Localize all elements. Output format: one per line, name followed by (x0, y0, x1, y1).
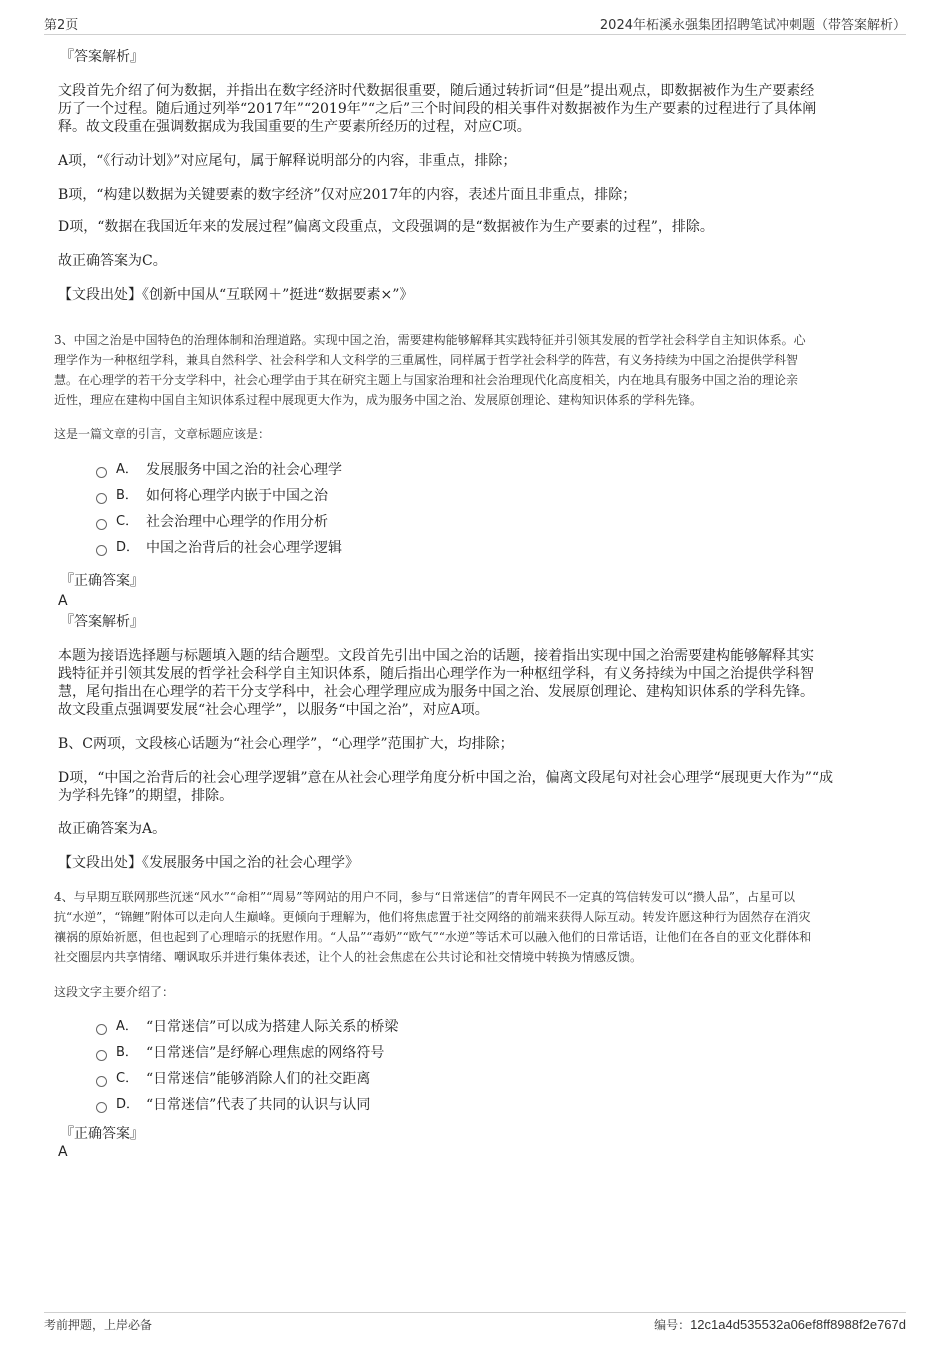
footer-slogan: 考前押题，上岸必备 (44, 1318, 153, 1332)
q4-option-a[interactable]: A． “日常迷信”可以成为搭建人际关系的桥梁 (96, 1017, 398, 1037)
radio-icon[interactable] (96, 1024, 107, 1035)
radio-icon[interactable] (96, 1076, 107, 1087)
q3-analysis-line-4: 故文段重点强调要发展“社会心理学”，以服务“中国之治”，对应A项。 (58, 702, 489, 718)
q2-analysis-label: 『答案解析』 (60, 49, 144, 65)
page-header (44, 12, 906, 35)
q3-prompt: 这是一篇文章的引言，文章标题应该是： (54, 427, 271, 441)
q3-analysis-label: 『答案解析』 (60, 614, 144, 630)
radio-icon[interactable] (96, 1050, 107, 1061)
q2-item-a: A项，“《行动计划》”对应尾句，属于解释说明部分的内容，非重点，排除； (58, 153, 517, 169)
q4-option-d[interactable]: D． “日常迷信”代表了共同的认识与认同 (96, 1095, 370, 1115)
q4-text-line-2: 抗“水逆”，“锦鲤”附体可以走向人生巅峰。更倾向于理解为，他们将焦虑置于社交网络的前端来获得人际互动。转发许愿这种行为固然存在消灾 (54, 910, 811, 924)
q3-answer: A (58, 593, 68, 609)
q3-item-bc: B、C两项，文段核心话题为“社会心理学”，“心理学”范围扩大，均排除； (58, 736, 514, 752)
q2-analysis-line-2: 历了一个过程。随后通过列举“2017年”“2019年”“之后”三个时间段的相关事件对数据被作为生产要素的过程进行了具体阐 (58, 101, 817, 117)
q3-answer-label: 『正确答案』 (60, 573, 144, 589)
q4-text-line-4: 社交圈层内共享情绪、嘲讽取乐并进行集体表述，让个人的社会焦虑在公共讨论和社交情境中转换为情感反馈。 (54, 950, 643, 964)
q4-option-c[interactable]: C． “日常迷信”能够消除人们的社交距离 (96, 1069, 370, 1089)
q4-text-line-1: 4、与早期互联网那些沉迷“风水”“命相”“周易”等网站的用户不同，参与“日常迷信”的青年网民不一定真的笃信转发可以“攒人品”，占星可以 (54, 890, 795, 904)
q4-text-line-3: 禳祸的原始祈愿，但也起到了心理暗示的抚慰作用。“人品”“毒奶”“欧气”“水逆”等话术可以融入他们的日常话语，让他们在各自的亚文化群体和 (54, 930, 812, 944)
q3-text-line-3: 慧。在心理学的若干分支学科中，社会心理学由于其在研究主题上与国家治理和社会治理现代化高度相关，内在地具有服务中国之治的理论亲 (54, 373, 799, 387)
q3-text-line-1: 3、中国之治是中国特色的治理体制和治理道路。实现中国之治，需要建构能够解释其实践特征并引领其发展的哲学社会科学自主知识体系。心 (54, 333, 806, 347)
q3-conclusion: 故正确答案为A。 (58, 821, 167, 837)
page-number: 第2页 (44, 18, 79, 33)
q2-analysis-line-3: 释。故文段重在强调数据成为我国重要的生产要素所经历的过程，对应C项。 (58, 119, 531, 135)
q2-analysis-line-1: 文段首先介绍了何为数据，并指出在数字经济时代数据很重要，随后通过转折词“但是”提出观点，即数据被作为生产要素经 (58, 83, 815, 99)
q3-option-b[interactable]: B． 如何将心理学内嵌于中国之治 (96, 486, 328, 506)
q3-option-d[interactable]: D． 中国之治背后的社会心理学逻辑 (96, 538, 342, 558)
q4-answer-label: 『正确答案』 (60, 1126, 144, 1142)
radio-icon[interactable] (96, 519, 107, 530)
q3-option-a[interactable]: A． 发展服务中国之治的社会心理学 (96, 460, 342, 480)
q4-option-b[interactable]: B． “日常迷信”是纾解心理焦虑的网络符号 (96, 1043, 384, 1063)
q4-prompt: 这段文字主要介绍了： (54, 985, 175, 999)
q3-analysis-line-3: 慧，尾句指出在心理学的若干分支学科中，社会心理学理应成为服务中国之治、发展原创理论、建构知识体系的学科先锋。 (58, 684, 814, 700)
q2-conclusion: 故正确答案为C。 (58, 253, 167, 269)
q3-analysis-line-1: 本题为接语选择题与标题填入题的结合题型。文段首先引出中国之治的话题，接着指出实现中国之治需要建构能够解释其实 (58, 648, 814, 664)
q2-source: 【文段出处】《创新中国从“互联网＋”挺进“数据要素×”》 (58, 287, 414, 303)
document-code: 编号：12c1a4d535532a06ef8ff8988f2e767d (654, 1317, 906, 1332)
document-title: 2024年柘溪永强集团招聘笔试冲刺题（带答案解析） (599, 18, 906, 33)
q3-option-c[interactable]: C． 社会治理中心理学的作用分析 (96, 512, 328, 532)
q3-text-line-2: 理学作为一种枢纽学科，兼具自然科学、社会科学和人文科学的三重属性，同样属于哲学社会科学的阵营，有义务持续为中国之治提供学科智 (54, 353, 799, 367)
radio-icon[interactable] (96, 545, 107, 556)
q3-source: 【文段出处】《发展服务中国之治的社会心理学》 (58, 855, 359, 871)
page-footer (44, 1312, 906, 1337)
q3-item-d-line-2: 为学科先锋”的期望，排除。 (58, 788, 234, 804)
q4-answer: A (58, 1144, 68, 1160)
q2-item-b: B项，“构建以数据为关键要素的数字经济”仅对应2017年的内容，表述片面且非重点，排除； (58, 187, 637, 203)
q2-item-d: D项，“数据在我国近年来的发展过程”偏离文段重点，文段强调的是“数据被作为生产要素的过程”，排除。 (58, 219, 714, 235)
radio-icon[interactable] (96, 493, 107, 504)
radio-icon[interactable] (96, 1102, 107, 1113)
q3-item-d-line-1: D项，“中国之治背后的社会心理学逻辑”意在从社会心理学角度分析中国之治，偏离文段尾句对社会心理学“展现更大作为”“成 (58, 770, 834, 786)
q3-analysis-line-2: 践特征并引领其发展的哲学社会科学自主知识体系，随后指出心理学作为一种枢纽学科，有义务持续为中国之治提供学科智 (58, 666, 814, 682)
radio-icon[interactable] (96, 467, 107, 478)
q3-text-line-4: 近性，理应在建构中国自主知识体系过程中展现更大作为，成为服务中国之治、发展原创理论、建构知识体系的学科先锋。 (54, 393, 703, 407)
